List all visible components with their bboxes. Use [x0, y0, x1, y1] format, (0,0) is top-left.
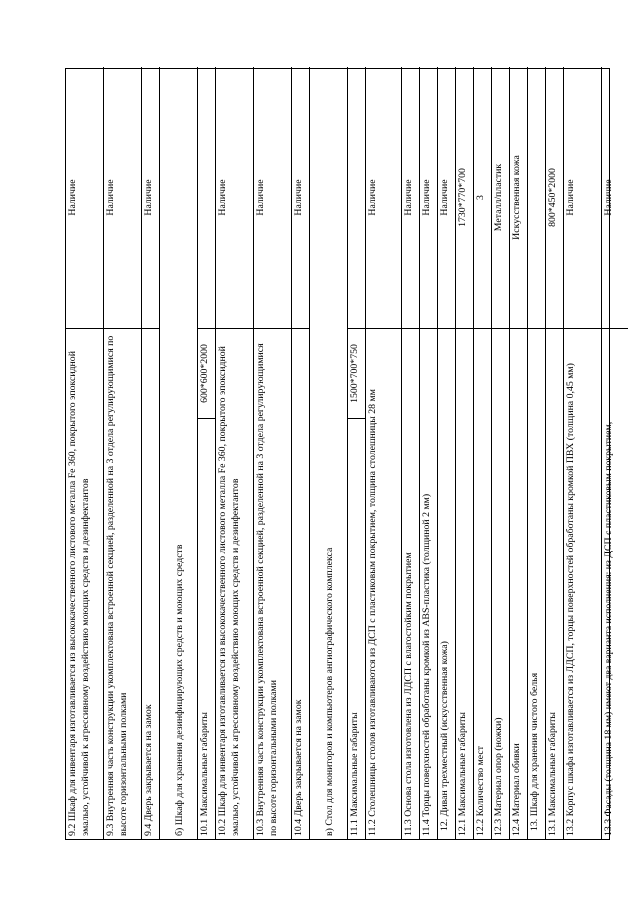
row-value: Наличие: [292, 67, 309, 329]
table-row: [292, 67, 310, 839]
row-value: [348, 67, 365, 329]
row-label: 12. Диван трехместный (искусственная кожа): [439, 641, 450, 831]
table-row: [456, 67, 474, 839]
table-row: [402, 67, 420, 839]
row-value: Наличие: [104, 67, 141, 329]
row-value: Наличие: [602, 67, 628, 329]
table-row: [420, 67, 438, 839]
table-row: [142, 67, 160, 839]
row-value: Металл/пластик: [492, 67, 509, 329]
spec-table: [65, 68, 614, 840]
row-value: Наличие: [438, 67, 455, 329]
row-label: 13.2 Корпус шкафа изготавливается из ЛДСП, торцы поверхностей обработаны кромкой ПВХ (толщина 0,45 мм): [565, 363, 576, 836]
row-size: 1500*700*750: [348, 329, 365, 419]
table-row: [492, 67, 510, 839]
table-row: [564, 67, 602, 839]
row-label: 11.4 Торцы поверхностей обработаны кромкой из ABS-пластика (толщиной 2 мм): [421, 493, 432, 836]
row-size: 600*600*2000: [198, 329, 215, 419]
row-label: 10.1 Максимальные габариты: [199, 711, 210, 836]
section-header: б) Шкаф для хранения дезинфицирующих средств и моющих средств: [174, 544, 185, 836]
row-value: Наличие: [142, 67, 159, 329]
row-value: 3: [474, 67, 491, 329]
section-header-row: [310, 67, 348, 839]
row-label: 12.3 Материал опор (ножки): [493, 717, 504, 836]
table-row: [366, 67, 402, 839]
row-value: Наличие: [420, 67, 437, 329]
row-label: 13.1 Максимальные габариты: [547, 711, 558, 836]
row-label: 12.2 Количество мест: [475, 745, 486, 836]
row-label: 12.4 Материал обивки: [511, 743, 522, 836]
row-label: 11.2 Столешницы столов изготавливаются из ДСП с пластиковым покрытием, толщина столешницы 28 мм: [367, 389, 378, 836]
table-row: [198, 67, 216, 839]
table-row: [66, 67, 104, 839]
row-label: 13. Шкаф для хранения чистого белья: [529, 672, 540, 831]
table-row: [216, 67, 254, 839]
table-row: [254, 67, 292, 839]
table-row: [528, 67, 546, 839]
table-row: [348, 67, 366, 839]
section-header: в) Стол для мониторов и компьютеров ангиографического комплекса: [324, 547, 335, 836]
row-value: Наличие: [402, 67, 419, 329]
row-value: [528, 67, 545, 329]
row-value: 800*450*2000: [546, 67, 563, 329]
row-label: 9.2 Шкаф для инвентаря изготавливается из высококачественного листового металла Fe 360, покрытого эпоксидной эмалью, устойчивой к агрессивному воздействию моющих средств и дезинфектантов: [67, 351, 91, 836]
row-value: Наличие: [564, 67, 601, 329]
row-value: Искусственная кожа: [510, 67, 527, 329]
row-value: Наличие: [254, 67, 291, 329]
row-label: 10.4 Дверь закрывается на замок: [293, 699, 304, 836]
row-value: Наличие: [216, 67, 253, 329]
row-label: 10.2 Шкаф для инвентаря изготавливается из высококачественного листового металла Fe 360, покрытого эпоксидной эмалью, устойчивой к агрессивному воздействию моющих средств и дезинфектантов: [217, 346, 241, 836]
row-label: 13.3 Фасады (толщина 18 мм) имеют два варианта исполнения: из ДСП с пластиковым покрытием,: [603, 421, 614, 836]
row-value: Наличие: [66, 67, 103, 329]
table-row: [104, 67, 142, 839]
table-row: [546, 67, 564, 839]
row-label: 11.3 Основа стола изготовлена из ЛДСП с влагостойким покрытием: [403, 552, 414, 836]
row-value: [198, 67, 215, 329]
row-label: 9.3 Внутренняя часть конструкции укомплектована встроенной секцией, разделенной на 3 отдела регулирующимися по высоте горизонтальными полками: [105, 335, 129, 836]
table-row: [474, 67, 492, 839]
section-header-row: [160, 67, 198, 839]
row-label: 9.4 Дверь закрывается на замок: [143, 704, 154, 836]
table-row: [510, 67, 528, 839]
row-label: 12.1 Максимальные габариты: [457, 711, 468, 836]
row-value: Наличие: [366, 67, 401, 329]
row-label: 10.3 Внутренняя часть конструкции укомплектована встроенной секцией, разделенной на 3 отдела регулирующимися по высоте горизонтальными полками: [255, 343, 279, 836]
row-label: 11.1 Максимальные габариты: [349, 712, 360, 836]
table-row: [602, 67, 628, 839]
table-row: [438, 67, 456, 839]
row-value: 1730*770*700: [456, 67, 473, 329]
